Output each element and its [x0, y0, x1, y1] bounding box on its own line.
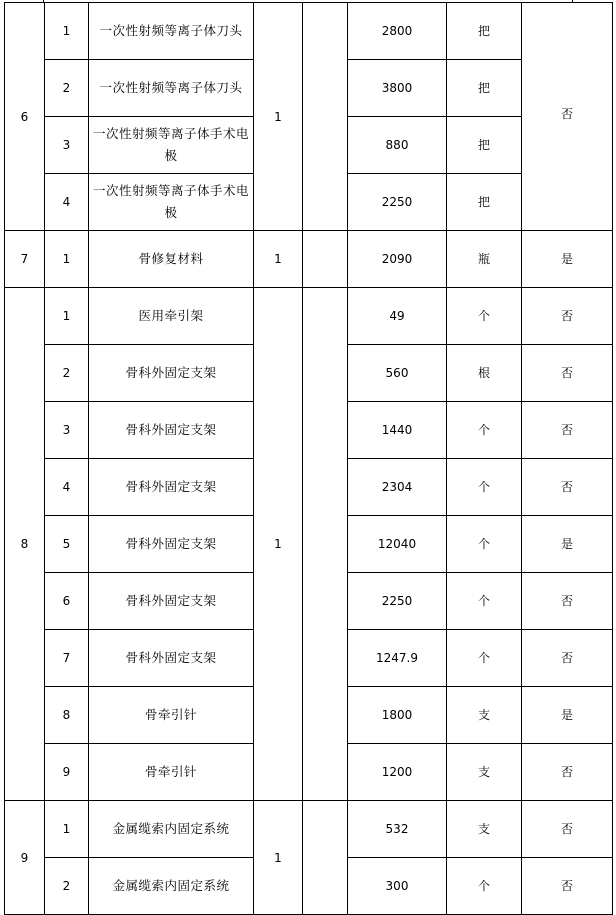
group-qty-cell: 1	[254, 231, 303, 288]
item-price-cell: 2800	[348, 3, 447, 60]
item-name-cell: 骨科外固定支架	[89, 516, 254, 573]
item-unit-cell: 个	[447, 573, 522, 630]
group-flag-cell: 否	[522, 3, 613, 231]
item-unit-cell: 把	[447, 117, 522, 174]
item-price-cell: 1440	[348, 402, 447, 459]
item-name-cell: 骨修复材料	[89, 231, 254, 288]
item-flag-cell: 否	[522, 630, 613, 687]
item-price-cell: 12040	[348, 516, 447, 573]
item-seq-cell: 3	[45, 402, 89, 459]
item-seq-cell: 1	[45, 3, 89, 60]
item-seq-cell: 4	[45, 174, 89, 231]
item-price-cell: 1247.9	[348, 630, 447, 687]
item-price-cell: 2250	[348, 174, 447, 231]
item-price-cell: 1200	[348, 744, 447, 801]
group-blank-cell	[303, 3, 348, 231]
item-name-cell: 一次性射频等离子体刀头	[89, 60, 254, 117]
item-flag-cell: 否	[522, 288, 613, 345]
item-seq-cell: 1	[45, 288, 89, 345]
item-name-cell: 骨牵引针	[89, 687, 254, 744]
item-name-cell: 骨科外固定支架	[89, 630, 254, 687]
item-name-cell: 一次性射频等离子体手术电极	[89, 117, 254, 174]
item-seq-cell: 4	[45, 459, 89, 516]
item-flag-cell: 否	[522, 744, 613, 801]
item-name-cell: 金属缆索内固定系统	[89, 801, 254, 858]
item-seq-cell: 7	[45, 630, 89, 687]
item-seq-cell: 2	[45, 858, 89, 915]
item-seq-cell: 6	[45, 573, 89, 630]
item-flag-cell: 否	[522, 801, 613, 858]
group-number-cell: 7	[5, 231, 45, 288]
table-row	[5, 3, 613, 60]
item-seq-cell: 2	[45, 345, 89, 402]
group-number-cell: 8	[5, 288, 45, 801]
item-seq-cell: 1	[45, 801, 89, 858]
item-unit-cell: 瓶	[447, 231, 522, 288]
item-seq-cell: 5	[45, 516, 89, 573]
table-row	[5, 231, 613, 288]
item-flag-cell: 否	[522, 402, 613, 459]
item-seq-cell: 1	[45, 231, 89, 288]
item-unit-cell: 个	[447, 402, 522, 459]
item-name-cell: 骨科外固定支架	[89, 459, 254, 516]
item-name-cell: 骨牵引针	[89, 744, 254, 801]
item-unit-cell: 支	[447, 744, 522, 801]
item-price-cell: 1800	[348, 687, 447, 744]
group-blank-cell	[303, 231, 348, 288]
procurement-table	[4, 2, 613, 915]
item-flag-cell: 否	[522, 858, 613, 915]
item-unit-cell: 根	[447, 345, 522, 402]
item-price-cell: 300	[348, 858, 447, 915]
item-flag-cell: 是	[522, 516, 613, 573]
item-flag-cell: 否	[522, 459, 613, 516]
item-seq-cell: 8	[45, 687, 89, 744]
group-blank-cell	[303, 288, 348, 801]
item-flag-cell: 是	[522, 687, 613, 744]
group-qty-cell: 1	[254, 288, 303, 801]
group-blank-cell	[303, 801, 348, 915]
item-flag-cell: 否	[522, 345, 613, 402]
item-price-cell: 2090	[348, 231, 447, 288]
item-price-cell: 2304	[348, 459, 447, 516]
item-name-cell: 骨科外固定支架	[89, 402, 254, 459]
item-price-cell: 3800	[348, 60, 447, 117]
item-unit-cell: 个	[447, 459, 522, 516]
item-unit-cell: 把	[447, 60, 522, 117]
item-unit-cell: 支	[447, 801, 522, 858]
item-name-cell: 一次性射频等离子体刀头	[89, 3, 254, 60]
group-number-cell: 9	[5, 801, 45, 915]
item-seq-cell: 9	[45, 744, 89, 801]
group-qty-cell: 1	[254, 801, 303, 915]
item-name-cell: 一次性射频等离子体手术电极	[89, 174, 254, 231]
item-flag-cell: 是	[522, 231, 613, 288]
item-name-cell: 医用牵引架	[89, 288, 254, 345]
item-unit-cell: 个	[447, 288, 522, 345]
item-price-cell: 560	[348, 345, 447, 402]
table-row	[5, 288, 613, 345]
item-name-cell: 金属缆索内固定系统	[89, 858, 254, 915]
item-unit-cell: 把	[447, 3, 522, 60]
item-price-cell: 49	[348, 288, 447, 345]
table-row	[5, 801, 613, 858]
item-price-cell: 880	[348, 117, 447, 174]
item-name-cell: 骨科外固定支架	[89, 573, 254, 630]
item-price-cell: 2250	[348, 573, 447, 630]
item-price-cell: 532	[348, 801, 447, 858]
item-seq-cell: 2	[45, 60, 89, 117]
item-unit-cell: 把	[447, 174, 522, 231]
item-seq-cell: 3	[45, 117, 89, 174]
item-unit-cell: 个	[447, 516, 522, 573]
group-qty-cell: 1	[254, 3, 303, 231]
item-unit-cell: 个	[447, 858, 522, 915]
item-flag-cell: 否	[522, 573, 613, 630]
item-name-cell: 骨科外固定支架	[89, 345, 254, 402]
item-unit-cell: 个	[447, 630, 522, 687]
group-number-cell: 6	[5, 3, 45, 231]
item-unit-cell: 支	[447, 687, 522, 744]
